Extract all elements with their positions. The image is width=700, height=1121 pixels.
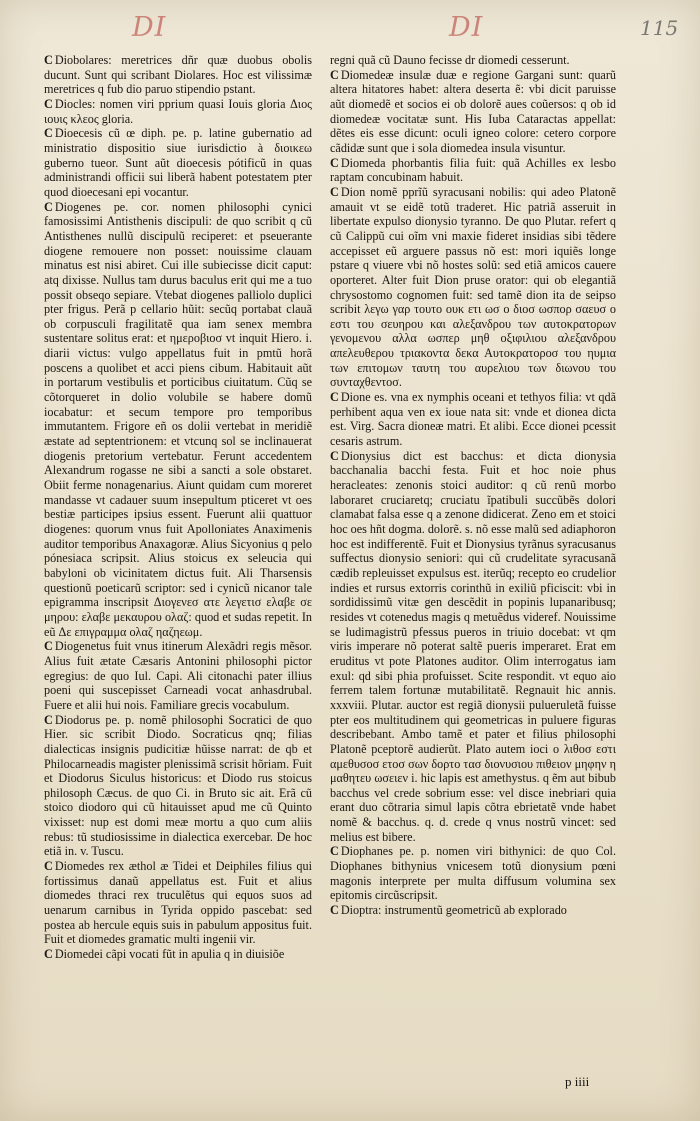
running-head-right: DI xyxy=(449,12,484,43)
left-text-column xyxy=(44,53,312,962)
dictionary-entry xyxy=(44,97,312,126)
entry-text: Diogenes pe. cor. nomen philosophi cynici famosissimi Antisthenis discipuli: de quo scribit q cũ Antisthenes nullũ discipulũ reciperet: et pseuerante diogene remouere non posset: nouissime clauam minatus est nisi abiret. Cui ille subiecisse dicit caput: atq dixisse. Nullus tam durus baculus erit qui me a tuo possit obseqo sepiare. Vtebat diogenes palliolo duplici pter frigus. Perã p cellario hũit: secũq portabat clauã ob corpusculi fragilitatẽ qua iam senex membra sustentare solitus erat: et ημεροβιοσ vt inquit Hiero. i. diarii victus: vulgo appellatus fuit in pmtũ horã poscens a quolibet et acci piens cibum. Habitauit aũt in portarum vestibulis et porticibus ciuitatum. Cũq se cõtorqueret in dolio volubile se habere domũ iocabatur: et secum tempore pro temporibus immutantem. Frigore eñ os dolii vertebat in meridiẽ æstate ad septentrionem: et vtcunq sol se inclinauerat diogenis pretorium vertebatur. Ferunt accedentem Alexandrum rogasse ne sibi a sancti a sole obstaret. Obiit ferme nonagenarius. Aiunt quidam cum moreret mandasse vt cadauer suum insepultum pticeret vt oes bestiæ participes ipsius essent. Fuerunt alii quattuor diogenes: quorum vnus fuit Apolloniates Anaximenis auditor temporibus Anaxagoræ. Alius Sicyonius q pelo pónesiaca scripsit. Alius stoicus ex seleucia qui babyloni ob vicinitatem dictus fuit. Ali Tharsensis questionũ poeticarũ scriptor: sed i cynicũ nicanor tale epigramma inscripsit Διογενεσ ατε λεγετισ ελαβε σε μηρου: ελαβε μεκαυρου ολαζ: quod et sudas repetit. In eũ Δε επιγραμμα ολαζ ηαζηεωμ. xyxy=(44,199,312,639)
paragraph-mark-icon: C xyxy=(44,639,53,654)
dictionary-entry xyxy=(44,53,312,97)
paragraph-mark-icon: C xyxy=(330,390,339,405)
entry-text: Diobolares: meretrices dñr quæ duobus obolis ducunt. Sunt qui scribant Diolares. Hoc est vilissimæ meretrices q fub dio paruo stipendio pstant. xyxy=(44,53,312,97)
dictionary-entry xyxy=(330,390,616,449)
paragraph-mark-icon: C xyxy=(44,947,53,962)
entry-text: Diophanes pe. p. nomen viri bithynici: de quo Col. Diophanes bithynius vnicesem totũ dionysium pœni magonis interprete per multa diffusum volumina sex epitomis circũscripsit. xyxy=(330,844,616,903)
entry-text: regni quã cũ Dauno fecisse dr diomedi cesserunt. xyxy=(330,53,570,67)
paragraph-mark-icon: C xyxy=(330,155,339,170)
paragraph-mark-icon: C xyxy=(330,844,339,859)
paragraph-mark-icon: C xyxy=(330,903,339,918)
paragraph-mark-icon: C xyxy=(44,126,53,141)
entry-text: Diomedei cãpi vocati fũt in apulia q in diuisiõe xyxy=(54,947,285,962)
dictionary-entry xyxy=(330,185,616,390)
paragraph-mark-icon: C xyxy=(44,53,53,67)
dictionary-entry xyxy=(44,126,312,199)
entry-text: Dion nomẽ pprĩũ syracusani nobilis: qui adeo Platonẽ amauit vt se eidẽ totũ traderet. Hic patriã asseruit in libertate expulso dionysio tyranno. De quo Plutar. refert q cũ Calippũ cui oĩm vni maxie fideret insidias sibi tẽdere accepisset eũ arguere passus nõ est: mori iquiẽs longe pstare q viuere vbi nõ hostes solũ: sed etiã amicos cauere oporteret. Alter fuit Dion pruse orator: qui ob elegantiã chrysostomo cognomen fuit: sed tamẽ dion ita de seipso scribit λεγω γαρ τουτο ουκ ετι ωσ ο διοσ ωσπορ σαευσ ο εστι του σευηρου και αλεξανδρου των αυτοκρατορων γενομενου αλλα ωσπερ μηθ οξιφιλιου αλεξανδρου απελευθερου τριακοντα δεκα Αυτοκρατοροσ του ηυμια των επιτομων ταυτη του αυρελιου των διωνου του συνταχθεντοσ. xyxy=(330,184,616,390)
entry-text: Diodorus pe. p. nomẽ philosophi Socratici de quo Hier. sic scribit Diodo. Socraticus qnq; filias dialecticas insignis pudicitiæ hũisse narrat: de qb et Philocarneadis magister plenissimã scrisit hõriam. Fuit et Diodorus Siculus historicus: et Diodo rus stoicus philosoph Cæcus. de quo Ci. in Bruto sic ait. Erã cũ stoico diodoro qui cũ hitauisset apud me cũ Quinto vixisset: nup est domi meæ mortu a quo cum aliis rebus: tũ studiosissime in dialectica exercebar. De hoc etiã in. v. Tuscu. xyxy=(44,712,312,859)
paragraph-mark-icon: C xyxy=(44,96,53,111)
dictionary-entry xyxy=(44,200,312,640)
entry-text: Dioptra: instrumentũ geometricũ ab explorado xyxy=(340,903,567,918)
signature-mark: p iiii xyxy=(565,1074,590,1089)
entry-text: Dionysius dict est bacchus: et dicta dionysia bacchanalia bacchi festa. Fuit et hoc noie phus heracleates: zenonis stoici auditor: q cũ renũ morbo laboraret cruciaretq; cruciatu ĩpatibuli succũbẽs dolori clamabat falsa esse q a zenone didicerat. Zeno em et stoici hoc oes hñt dogma. dolorẽ. s. nõ esse malũ sed adiaphoron hoc est indifferentẽ. Fuit et Dionysius tyrãnus syracusanus suffectus dionysio seniori: qui cũ crudelitate syracusanã cædib repleuisset expulsus est. iterũq; recepto eo crudelior indies et rursus extorris corinthũ in exiliũ pficiscit: vbi in sordidissimũ vitæ gen descẽdit in popinis lupanaribusq; resides vt cotenedus magis q metuẽdus videref. Nouissime se ludimagistrũ pfessus pueros in triuio docebat: vt qm viris imperare nõ poterat saltẽ pueris imperaret. Erat em eruditus vt pote Platones auditor. Olim interrogatus iam exul: qd sibi phia profuisset. Scite respondit. vt equo aio ferrem talem fortunæ mutabilitatẽ. Regnauit hic annis. xxxviii. Plutar. auctor est regiã dionysii pulueruletã fuisse pter eos multitudinem qui geometricas in puluere figuras describebant. Ambo tamẽ et pater et filius philosophi Platonẽ pceptorẽ audierũt. Plato autem ioci o λιθοσ εστι αμεθυσοσ ετοσ σων δορτο τασ διονυσιου πιθειον μηφην η μαθητευ ωσειεν i. hic lapis est amethystus. q ẽm aut bibub bacchus vel crede sobrium esse: vel disce inebriari quia erant duo cõtraria simul lapis cõtra ebrietatẽ vnde habet nomẽ & bacchus. q. d. crede q vnus nostrũ vincet: sed melius est bibere. xyxy=(330,448,617,844)
dictionary-entry xyxy=(44,859,312,947)
dictionary-entry xyxy=(330,53,616,68)
paragraph-mark-icon: C xyxy=(44,859,53,874)
dictionary-entry xyxy=(330,903,616,918)
dictionary-entry xyxy=(44,713,312,860)
entry-text: Diomedeæ insulæ duæ e regione Gargani sunt: quarũ altera hitatores habet: altera deserta ẽ: vbi dicit paruisse aũt diomedẽ et socios ei ob dolorẽ aues coũersos: q ob id diomedeæ vocitatæ sunt. His Iuba Cataractas appellat: dẽtes eis esse dicunt: oculi igneo colore: cetero corpore cãdidæ sunt que i sola diomedea insula visuntur. xyxy=(330,67,616,155)
dictionary-entry xyxy=(330,68,616,156)
running-head-left: DI xyxy=(132,12,167,43)
paragraph-mark-icon: C xyxy=(330,184,339,199)
dictionary-entry xyxy=(330,844,616,903)
folio-number: 115 xyxy=(640,16,679,40)
dictionary-entry xyxy=(44,947,312,962)
entry-text: Dioecesis cũ œ diph. pe. p. latine gubernatio ad ministratio dispositio siue iurisdictio à διοικεω guberno tueor. Sunt aũt dioecesis pótificũ in quas administrandi officii sui liberã habent potestatem pter quod dioecesani epi vocantur. xyxy=(44,126,312,199)
dictionary-entry xyxy=(44,639,312,712)
paragraph-mark-icon: C xyxy=(330,67,339,82)
paragraph-mark-icon: C xyxy=(44,712,53,727)
entry-text: Diocles: nomen viri pprium quasi Iouis gloria Διος ιουις κλεος gloria. xyxy=(44,96,312,126)
entry-text: Dione es. vna ex nymphis oceani et tethyos filia: vt qdã perhibent aqua ven ex ioue nata sit: vnde et dionea dicta est. Virg. Sacra dioneæ matri. Et alibi. Ecce dionei pcessit cesaris astrum. xyxy=(330,390,616,449)
entry-text: Diomeda phorbantis filia fuit: quã Achilles ex lesbo raptam concubinam habuit. xyxy=(330,155,616,185)
paragraph-mark-icon: C xyxy=(44,199,53,214)
entry-text: Diomedes rex æthol æ Tidei et Deiphiles filius qui fortissimus danaũ appellatus est. Fuit et alius diomedes thraci rex truculẽtus qui equos suos ad uenarum carnibus in Tyrida oppido pascebat: sed postea ab hercule equis suis in pabulum appositus fuit. Fuit et diomedes gramatic multi ingenii vir. xyxy=(44,859,312,947)
right-text-column xyxy=(330,53,616,918)
dictionary-entry xyxy=(330,449,616,845)
dictionary-entry xyxy=(330,156,616,185)
entry-text: Diogenetus fuit vnus itinerum Alexãdri regis mẽsor. Alius fuit ætate Cæsaris Antonini philosophi pictor egregius: de quo Iul. Capi. Ali citonachi pater illius poeni qui suscepisset Carneadi vocat anhasdrubal. Fuere et alii hui nois. Familiare grecis vocabulum. xyxy=(44,639,312,712)
paragraph-mark-icon: C xyxy=(330,448,339,463)
